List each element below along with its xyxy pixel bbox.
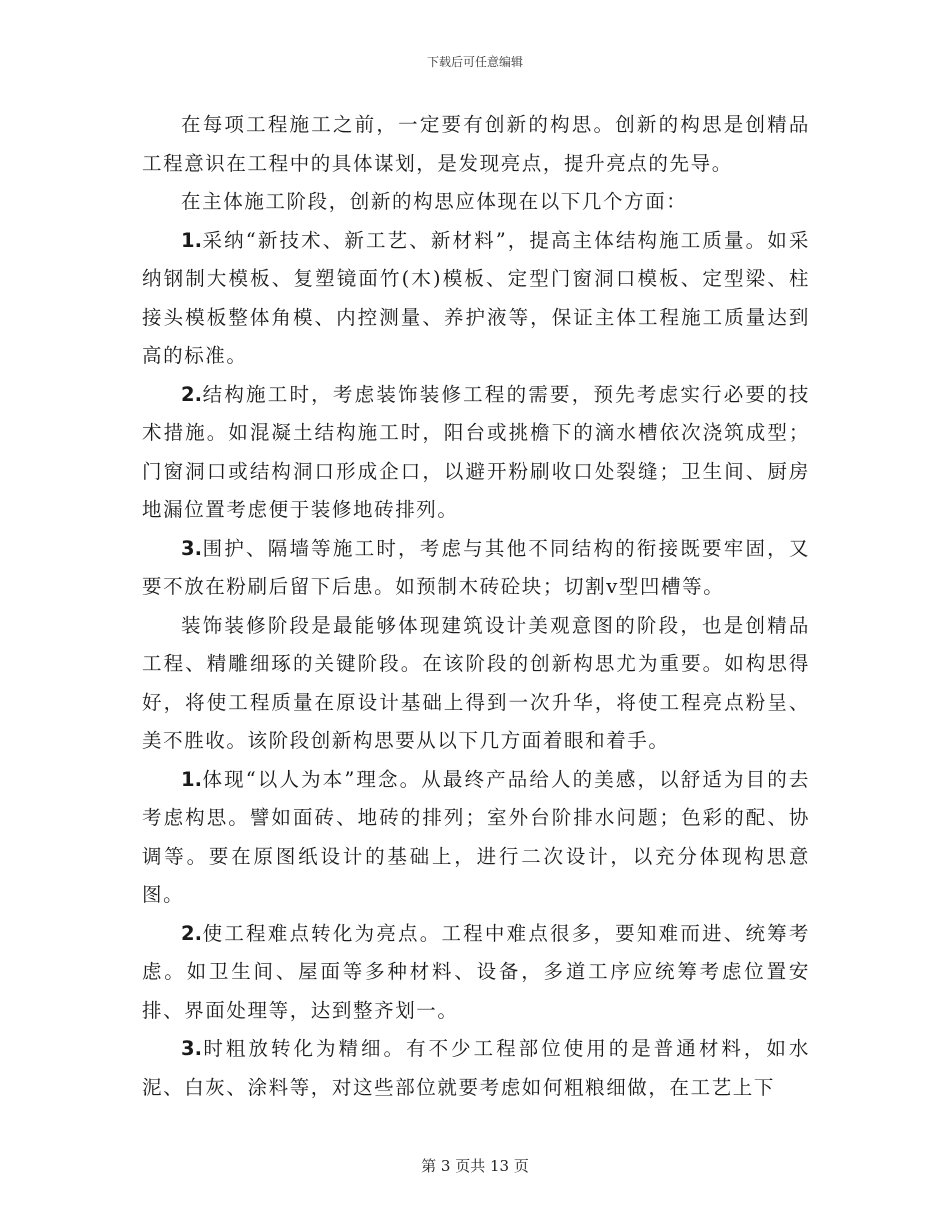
page-header: 下载后可任意编辑 <box>426 55 523 69</box>
page-footer: 第 3 页共 13 页 <box>421 1157 529 1175</box>
paragraph-number: 3. <box>181 1037 202 1060</box>
paragraph-text: 采纳“新技术、新工艺、新材料”，提高主体结构施工质量。如采纳钢制大模板、复塑镜面竹(木)模板、定型门窗洞口模板、定型梁、柱接头模板整体角模、内控测量、养护液等，保证主体工程施工质量达到高的标准。 <box>142 228 810 367</box>
paragraph <box>142 915 810 1031</box>
paragraph <box>142 222 810 376</box>
paragraph-number: 2. <box>181 921 202 945</box>
paragraph <box>142 530 810 607</box>
paragraph <box>142 376 810 530</box>
paragraph <box>142 607 810 761</box>
paragraph-number: 1. <box>181 767 202 791</box>
document-body <box>142 106 810 1107</box>
paragraph <box>142 761 810 915</box>
paragraph-text: 结构施工时，考虑装饰装修工程的需要，预先考虑实行必要的技术措施。如混凝土结构施工时，阳台或挑檐下的滴水槽依次浇筑成型；门窗洞口或结构洞口形成企口，以避开粉刷收口处裂缝；卫生间、厨房地漏位置考虑便于装修地砖排列。 <box>142 382 810 521</box>
paragraph-number: 2. <box>181 382 202 406</box>
paragraph-text: 使工程难点转化为亮点。工程中难点很多，要知难而进、统筹考虑。如卫生间、屋面等多种材料、设备，多道工序应统筹考虑位置安排、界面处理等，达到整齐划一。 <box>142 921 810 1022</box>
paragraph-text: 装饰装修阶段是最能够体现建筑设计美观意图的阶段，也是创精品工程、精雕细琢的关键阶段。在该阶段的创新构思尤为重要。如构思得好，将使工程质量在原设计基础上得到一次升华，将使工程亮点粉呈、美不胜收。该阶段创新构思要从以下几方面着眼和着手。 <box>142 613 810 752</box>
paragraph-text: 时粗放转化为精细。有不少工程部位使用的是普通材料，如水泥、白灰、涂料等，对这些部位就要考虑如何粗粮细做，在工艺上下 <box>142 1037 810 1099</box>
paragraph-text: 体现“以人为本”理念。从最终产品给人的美感，以舒适为目的去考虑构思。譬如面砖、地砖的排列；室外台阶排水问题；色彩的配、协调等。要在原图纸设计的基础上，进行二次设计，以充分体现构思意图。 <box>142 767 810 906</box>
paragraph <box>142 183 810 222</box>
paragraph <box>142 1030 810 1107</box>
paragraph-number: 3. <box>181 536 202 560</box>
paragraph <box>142 106 810 183</box>
paragraph-text: 在每项工程施工之前，一定要有创新的构思。创新的构思是创精品工程意识在工程中的具体谋划，是发现亮点，提升亮点的先导。 <box>142 113 810 175</box>
paragraph-text: 在主体施工阶段，创新的构思应体现在以下几个方面： <box>181 190 688 213</box>
paragraph-number: 1. <box>181 228 202 252</box>
paragraph-text: 围护、隔墙等施工时，考虑与其他不同结构的衔接既要牢固，又要不放在粉刷后留下后患。如预制木砖砼块；切割v型凹槽等。 <box>142 536 810 598</box>
